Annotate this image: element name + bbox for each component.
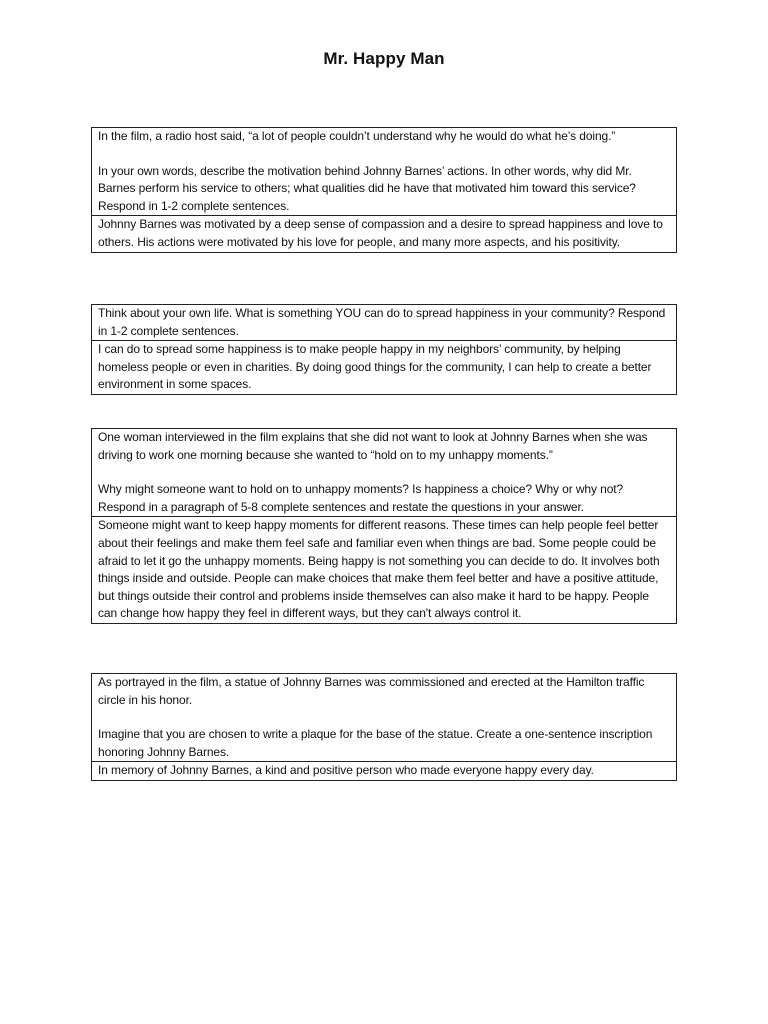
prompt-paragraph: Think about your own life. What is something YOU can do to spread happiness in your community? Respond in 1-2 complete sentences.: [98, 306, 666, 338]
question-prompt: [92, 674, 676, 761]
answer-field[interactable]: I can do to spread some happiness is to make people happy in my neighbors’ community, by helping homeless people or even in charities. By doing good things for the community, I can help to create a better environment in some spaces.: [92, 340, 676, 394]
question-block-3: [91, 428, 677, 624]
question-prompt: [92, 305, 676, 340]
question-block-2: [91, 304, 677, 395]
prompt-paragraph: Imagine that you are chosen to write a plaque for the base of the statue. Create a one-sentence inscription honoring Johnny Barnes.: [98, 727, 653, 759]
answer-field[interactable]: Johnny Barnes was motivated by a deep sense of compassion and a desire to spread happiness and love to others. His actions were motivated by his love for people, and many more aspects, and his positivity.: [92, 215, 676, 251]
page-title: Mr. Happy Man: [323, 49, 445, 68]
prompt-paragraph: In your own words, describe the motivation behind Johnny Barnes’ actions. In other words, why did Mr. Barnes perform his service to others; what qualities did he have that motivated him toward this service? Respond in 1-2 complete sentences.: [98, 163, 636, 213]
answer-field[interactable]: Someone might want to keep happy moments for different reasons. These times can help people feel better about their feelings and make them feel safe and familiar even when things are bad. Some people could be afraid to let it go the unhappy moments. Being happy is not something you can decide to do. It involves both things inside and outside. People can make choices that make them feel better and have a positive attitude, but things outside their control and problems inside themselves can also make it hard to be happy. People can change how happy they feel in different ways, but they can't always control it.: [92, 516, 676, 623]
question-block-4: [91, 673, 677, 781]
answer-field[interactable]: In memory of Johnny Barnes, a kind and positive person who made everyone happy every day.: [92, 761, 676, 780]
question-prompt: [92, 429, 676, 516]
prompt-paragraph: One woman interviewed in the film explains that she did not want to look at Johnny Barnes when she was driving to work one morning because she wanted to “hold on to my unhappy moments.”: [98, 430, 648, 462]
question-prompt: [92, 128, 676, 215]
prompt-paragraph: Why might someone want to hold on to unhappy moments? Is happiness a choice? Why or why not? Respond in a paragraph of 5-8 complete sentences and restate the questions in your answer.: [98, 482, 624, 514]
question-block-1: [91, 127, 677, 253]
prompt-paragraph: In the film, a radio host said, “a lot of people couldn’t understand why he would do what he’s doing.”: [98, 129, 616, 143]
prompt-paragraph: As portrayed in the film, a statue of Johnny Barnes was commissioned and erected at the Hamilton traffic circle in his honor.: [98, 675, 645, 707]
